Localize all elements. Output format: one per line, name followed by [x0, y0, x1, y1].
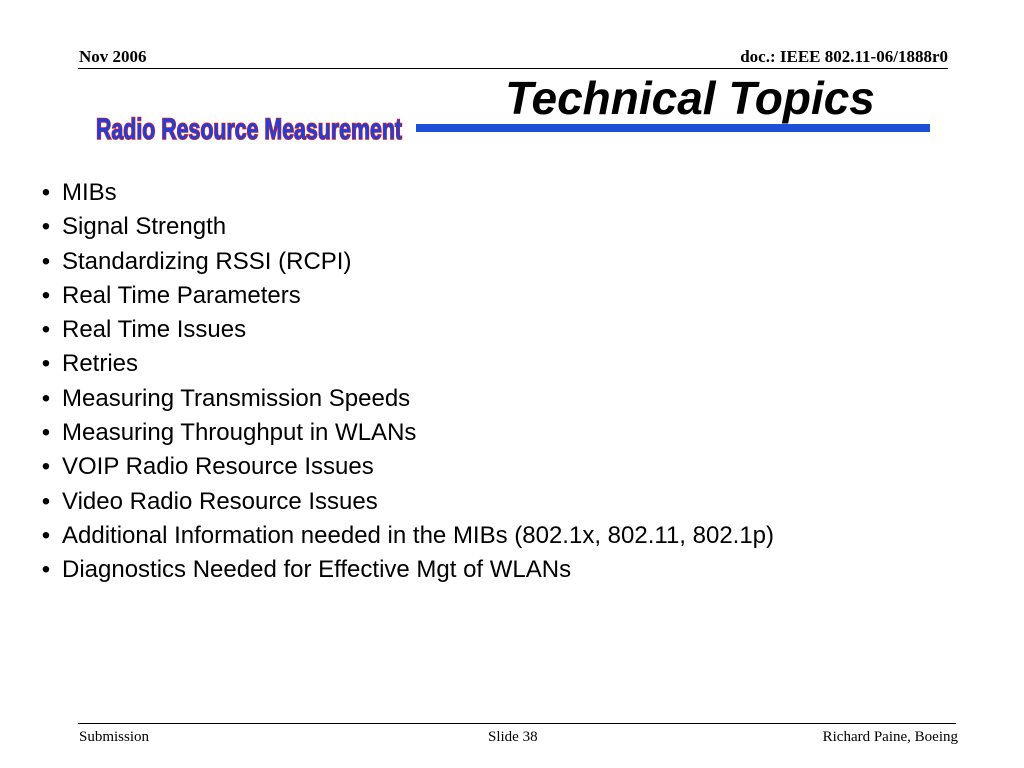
bullet-item: [30, 279, 774, 313]
bullet-text: Real Time Issues: [62, 316, 247, 344]
bullet-item: [30, 485, 774, 519]
bullet-text: Additional Information needed in the MIBs (802.1x, 802.11, 802.1p): [62, 521, 775, 549]
title-underline-bar: [416, 124, 930, 132]
footer-author: Richard Paine, Boeing: [822, 729, 958, 745]
bullet-dot-icon: •: [41, 453, 51, 481]
radio-resource-measurement-logo: [92, 110, 406, 148]
bullet-item: [30, 245, 774, 279]
footer-slide-number: Slide 38: [488, 729, 538, 745]
bullet-item: [30, 416, 774, 450]
bullet-dot-icon: •: [41, 281, 51, 309]
bullet-item: [30, 450, 774, 484]
bullet-text: MIBs: [62, 179, 117, 206]
bullet-item: [30, 347, 774, 381]
bullet-dot-icon: •: [41, 247, 51, 275]
bullet-text: Real Time Parameters: [62, 281, 301, 309]
bullet-text: Standardizing RSSI (RCPI): [62, 247, 352, 275]
bullet-text: Signal Strength: [62, 213, 227, 241]
bullet-text: Video Radio Resource Issues: [62, 487, 378, 515]
bullet-item: [30, 519, 774, 553]
bullet-text: Measuring Transmission Speeds: [62, 384, 411, 412]
bullet-dot-icon: •: [41, 213, 51, 241]
bullet-dot-icon: •: [41, 419, 51, 447]
footer-divider: [78, 723, 956, 724]
bullet-item: [30, 382, 774, 416]
bullet-dot-icon: •: [41, 179, 51, 206]
bullet-list: [30, 176, 774, 588]
bullet-item: [30, 210, 774, 244]
header-date: Nov 2006: [79, 47, 147, 66]
footer-submission: Submission: [79, 729, 150, 745]
header-doc-id: doc.: IEEE 802.11-06/1888r0: [740, 47, 948, 66]
bullet-item: [30, 176, 774, 210]
bullet-item: [30, 313, 774, 347]
bullet-text: Diagnostics Needed for Effective Mgt of WLANs: [62, 556, 572, 584]
slide-title: Technical Topics: [505, 72, 875, 124]
bullet-text: Measuring Throughput in WLANs: [62, 419, 417, 447]
bullet-dot-icon: •: [41, 556, 51, 584]
bullet-dot-icon: •: [41, 521, 51, 549]
bullet-dot-icon: •: [41, 487, 51, 515]
bullet-text: Retries: [62, 350, 139, 378]
bullet-item: [30, 553, 774, 587]
bullet-dot-icon: •: [41, 316, 51, 344]
bullet-dot-icon: •: [41, 350, 51, 378]
bullet-text: VOIP Radio Resource Issues: [62, 453, 374, 481]
bullet-dot-icon: •: [41, 384, 51, 412]
logo-text: Radio Resource Measurement: [96, 113, 403, 146]
